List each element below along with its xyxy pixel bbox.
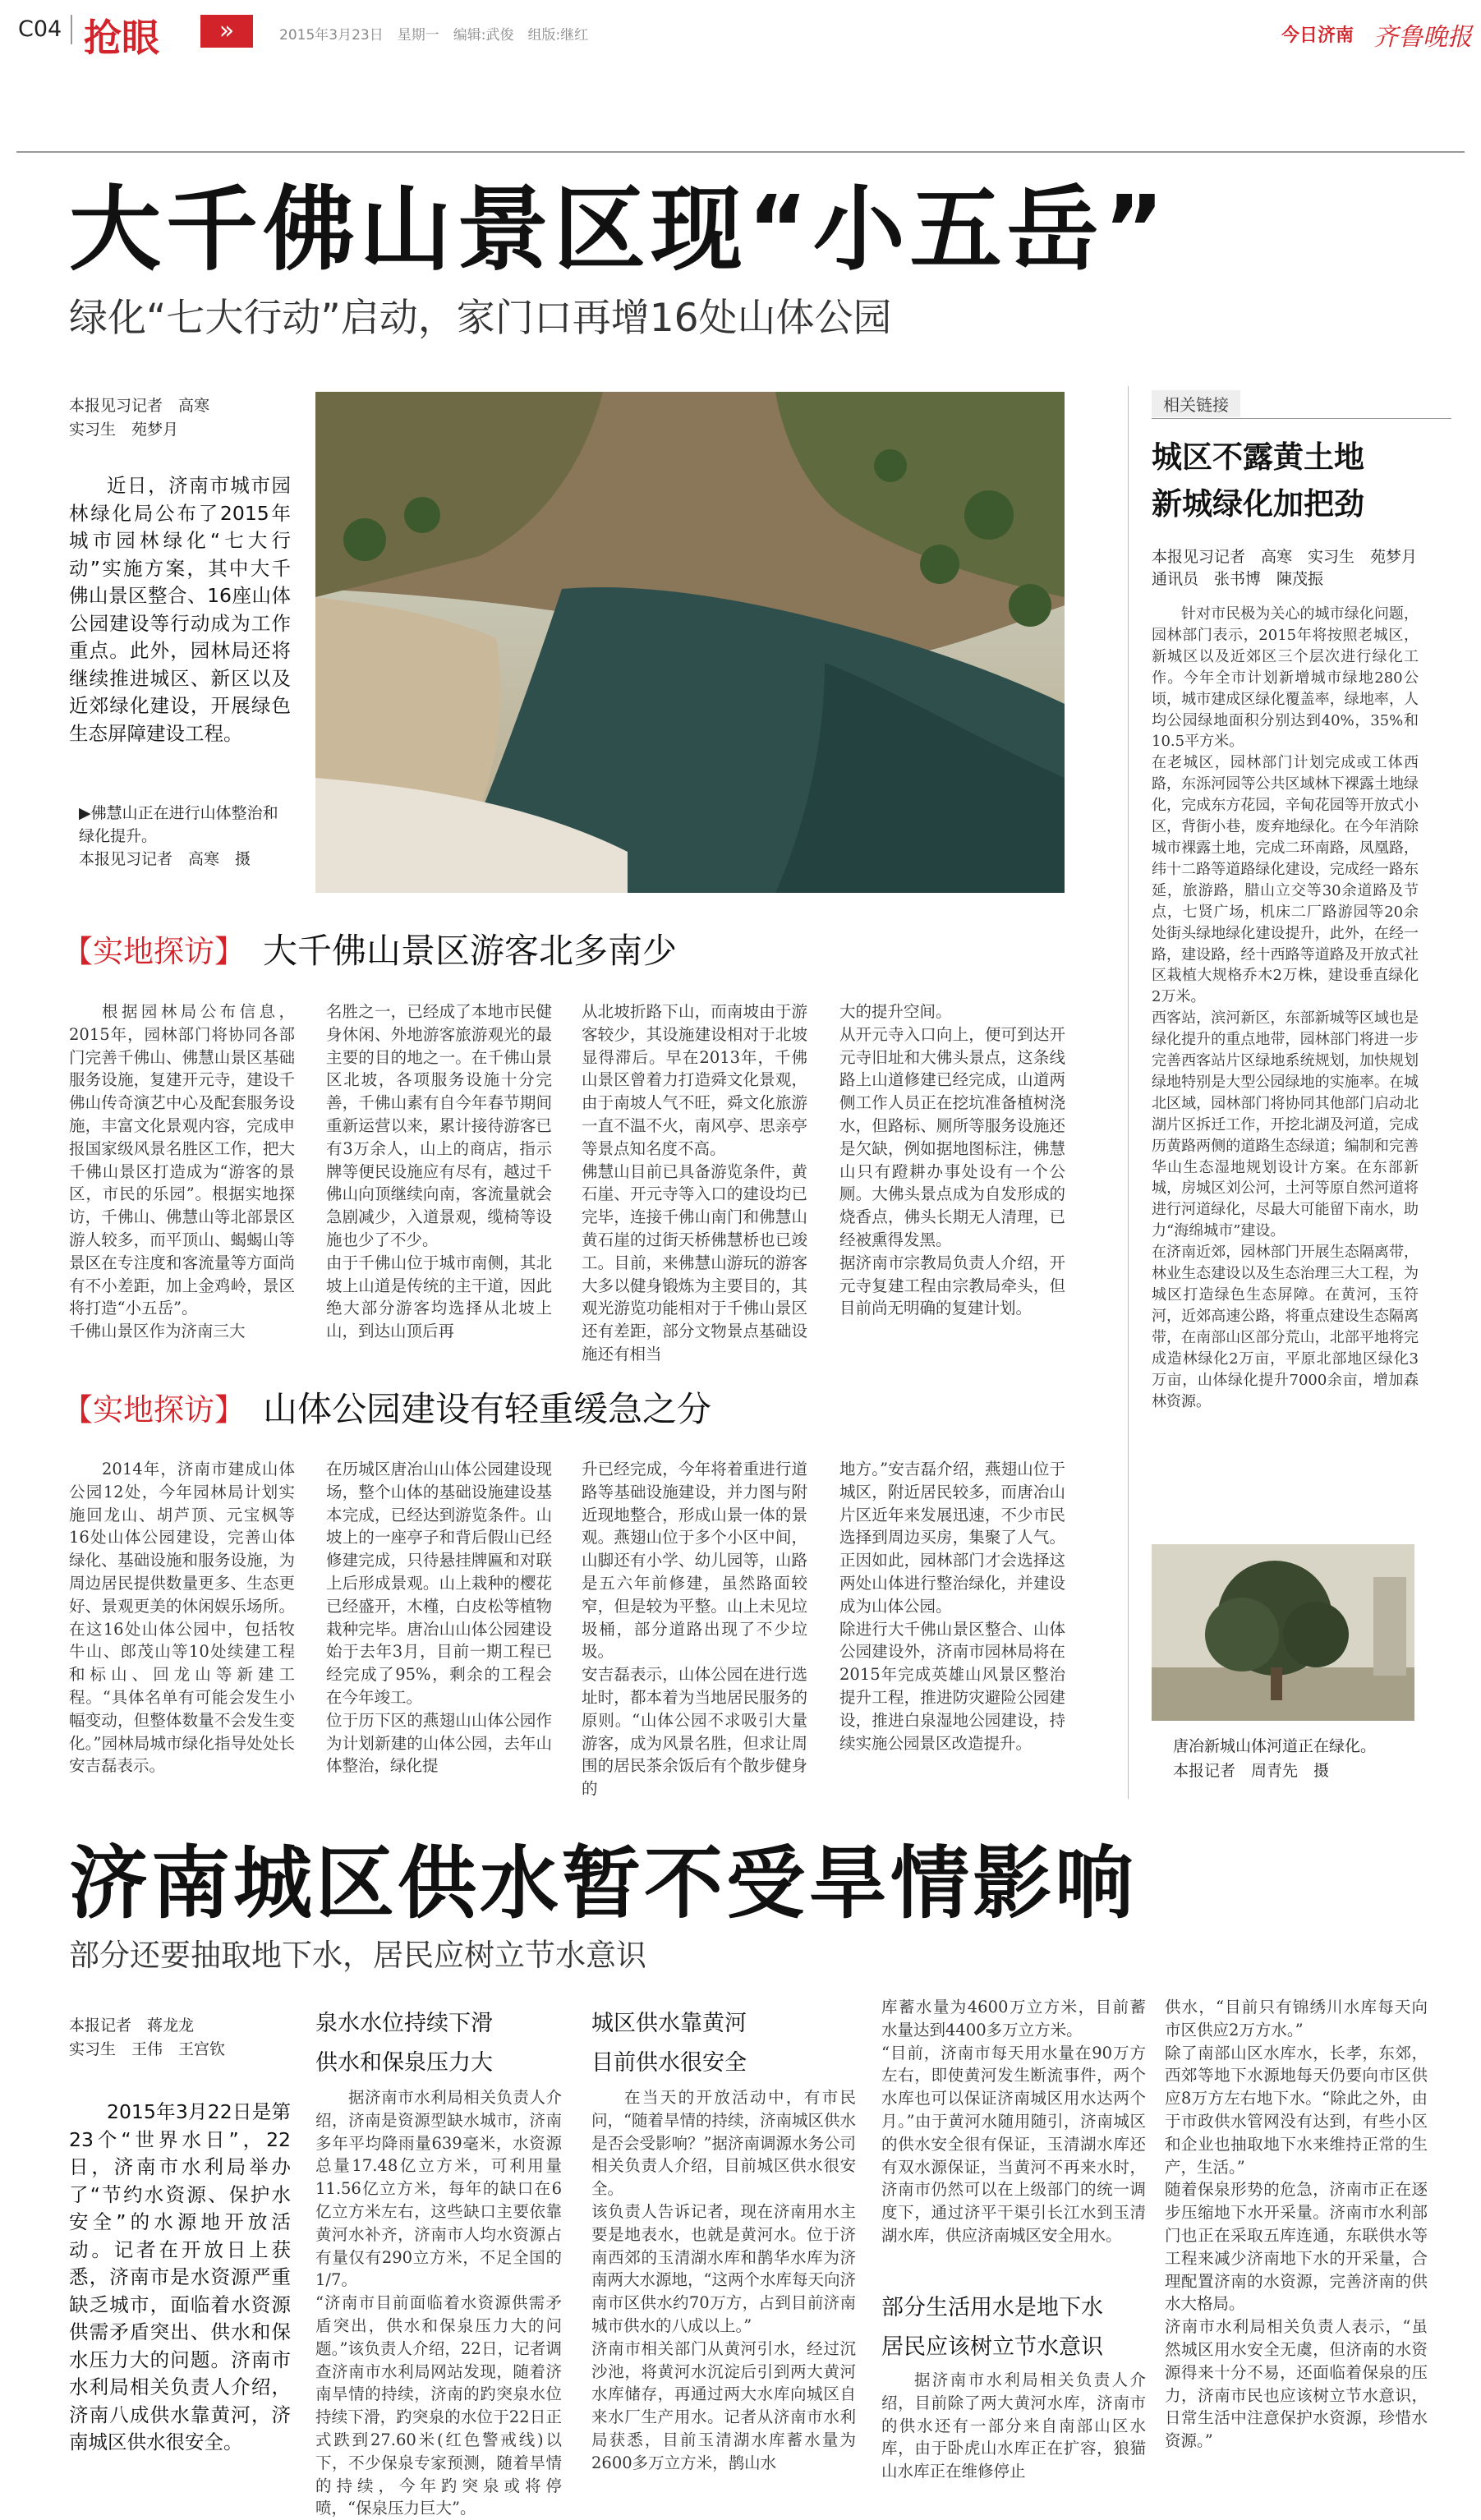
- sidebar-byline: 本报见习记者 高寒 实习生 苑梦月 通讯员 张书博 陳茂振: [1152, 548, 1433, 588]
- article2-title: 济南城区供水暂不受旱情影响: [69, 1837, 1137, 1929]
- section1-col-3: 从北坡折路下山，而南坡由于游客较少，其设施建设相对于北坡显得滞后。早在2013年，千佛山景区曾着力打造舜文化景观，由于南坡人气不旺，舜文化旅游一直不温不火，南风亭、思亲亭等景点知名度不高。 佛慧山目前已具备游览条件，黄石崖、开元寺等入口的建设均已完毕，连接千佛山南门和佛慧山黄石崖的过街天桥佛慧桥也已竣工。目前，来佛慧山游玩的游客大多以健身锻炼为主要目的，其观光游览功能相对于千佛山景区还有差距，部分文物景点基础设施还有相当: [582, 1002, 807, 1363]
- section1-col-1: 根据园林局公布信息，2015年，园林部门将协同各部门完善千佛山、佛慧山景区基础服务设施，复建开元寺，建设千佛山传奇演艺中心及配套服务设施，丰富文化景观内容，完成申报国家级风景名胜区工作，把大千佛山景区打造成为“游客的景区，市民的乐园”。根据实地探访，千佛山、佛慧山等北部景区游人较多，而平顶山、蝎蝎山等景区在专注度和客流量等方面尚有不小差距，加上金鸡岭，景区将打造“小五岳”。 千佛山景区作为济南三大: [69, 1002, 295, 1341]
- page-header: [0, 0, 1481, 60]
- sidebar-label: [1152, 390, 1451, 419]
- sidebar-title: 城区不露黄土地 新城绿化加把劲: [1152, 439, 1364, 522]
- sidebar-photo: [1152, 1544, 1414, 1721]
- article2-subtitle: 部分还要抽取地下水，居民应树立节水意识: [69, 1938, 646, 1973]
- article1-title: 大千佛山景区现“小五岳”: [69, 177, 1170, 283]
- section2-tag: 【实地探访】: [62, 1392, 245, 1428]
- section2-col-4: 地方。”安吉磊介绍，燕翅山位于城区，附近居民较多，而唐冶山片区近年来发展迅速，不少市民选择到周边买房，集聚了人气。正因如此，园林部门才会选择这两处山体进行整治绿化，并建设成为山体公园。 除进行大千佛山景区整合、山体公园建设外，济南市园林局将在2015年完成英雄山风景区整治提升工程，推进防灾避险公园建设，推进白泉湿地公园建设，持续实施公园景区改造提升。: [839, 1460, 1065, 1753]
- mountain-photo-illustration: [315, 392, 1065, 893]
- header-rule: [16, 151, 1465, 153]
- article2-col-a: 据济南市水利局相关负责人介绍，济南是资源型缺水城市，济南多年平均降雨量639毫米，水资源总量17.48亿立方米，可利用量11.56亿立方米，每年的缺口在6亿立方米左右，这些缺口主要依靠黄河水补齐，济南市人均水资源占有量仅有290立方米，不足全国的1/7。 “济南市目前面临着水资源供需矛盾突出，供水和保泉压力大的问题。”该负责人介绍，22日，记者调查济南市水利局网站发现，随着济南旱情的持续，济南的趵突泉水位持续下滑，趵突泉的水位于22日正式跌到27.60米(红色警戒线)以下，不少保泉专家预测，随着旱情的持续，今年趵突泉或将停喷，“保泉压力巨大”。: [315, 2088, 562, 2518]
- article1-photo-caption: ▶佛慧山正在进行山体整治和绿化提升。 本报见习记者 高寒 摄: [79, 804, 278, 868]
- article2-col-d: 供水，“目前只有锦绣川水库每天向市区供应2万方水。” 除了南部山区水库水，长孝，东郊，西郊等地下水源地每天仍要向市区供应8万方左右地下水。“除此之外，由于市政供水管网没有达到，有些小区和企业也抽取地下水来维持正常的生产，生活。” 随着保泉形势的危急，济南市正在逐步压缩地下水开采量。济南市水利部门也正在采取五库连通，东联供水等工程来减少济南地下水的开采量，合理配置济南的水资源，完善济南的供水大格局。 济南市水利局相关负责人表示，“虽然城区用水安全无虞，但济南的水资源得来十分不易，还面临着保泉的压力，济南市民也应该树立节水意识，日常生活中注意保护水资源，珍惜水资源。”: [1165, 1998, 1428, 2451]
- article1-byline: 本报见习记者 高寒 实习生 苑梦月: [69, 397, 210, 439]
- section-label: 抢眼: [84, 16, 159, 60]
- section2-col-2: 在历城区唐冶山山体公园建设现场，整个山体的基础设施建设基本完成，已经达到游览条件。山坡上的一座亭子和背后假山已经修建完成，只待悬挂牌匾和对联上后形成景观。山上栽种的樱花已经盛开，木槿，白皮松等植物栽种完毕。唐冶山山体公园建设始于去年3月，目前一期工程已经完成了95%，剩余的工程会在今年竣工。 位于历下区的燕翅山山体公园作为计划新建的山体公园，去年山体整治，绿化提: [326, 1460, 552, 1776]
- article2-byline: 本报记者 蒋龙龙 实习生 王伟 王宫钦: [69, 2016, 226, 2058]
- article2-col-c: 库蓄水量为4600万立方米，目前蓄水量达到4400多万立方米。 “目前，济南市每天用水量在90万方左右，即使黄河发生断流事件，两个水库也可以保证济南城区用水达两个月。”由于黄河水随用随引，济南城区的供水安全很有保证，玉清湖水库还有双水源保证，当黄河不再来水时，济南市仍然可以在上级部门的统一调度下，通过济平干渠引长江水到玉清湖水库，供应济南城区安全用水。: [881, 1998, 1146, 2245]
- column-name: 今日济南: [1281, 25, 1355, 46]
- article2-col-b: 在当天的开放活动中，有市民问，“随着旱情的持续，济南城区供水是否会受影响？”据济南调源水务公司相关负责人介绍，目前城区供水很安全。 该负责人告诉记者，现在济南用水主要是地表水，也就是黄河水。位于济南西郊的玉清湖水库和鹊华水库为济南两大水源地，“这两个水库每天向济南市区供水约70万方，占到目前济南城市供水的八成以上。” 济南市相关部门从黄河引水，经过沉沙池，将黄河水沉淀后引到两大黄河水库储存，再通过两大水库向城区自来水厂生产用水。记者从济南市水利局获悉，目前玉清湖水库蓄水量为2600多万立方米，鹊山水: [591, 2088, 856, 2472]
- sidebar-label-text: 相关链接: [1152, 390, 1240, 417]
- section1-col-2: 名胜之一，已经成了本地市民健身休闲、外地游客旅游观光的最主要的目的地之一。在千佛山景区北坡，各项服务设施十分完善，千佛山素有自今年春节期间重新运营以来，累计接待游客已有3万余人，山上的商店，指示牌等便民设施应有尽有，越过千佛山向顶继续向南，客流量就会急剧减少，入道景观，缆椅等设施也少了不少。 由于千佛山位于城市南侧，其北坡上山道是传统的主干道，因此绝大部分游客均选择从北坡上山，到达山顶后再: [326, 1002, 552, 1341]
- section1-heading: [62, 924, 677, 973]
- paper-logo: 齐鲁晚报: [1373, 23, 1472, 52]
- article1-subtitle: 绿化“七大行动”启动，家门口再增16处山体公园: [69, 296, 892, 341]
- section1-tag: 【实地探访】: [62, 934, 245, 969]
- section1-title: 大千佛山景区游客北多南少: [263, 931, 678, 971]
- sidebar-body: 针对市民极为关心的城市绿化问题，园林部门表示，2015年将按照老城区，新城区以及近郊区三个层次进行绿化工作。今年全市计划新增城市绿地280公顷，城市建成区绿化覆盖率，绿地率，人均公园绿地面积分别达到40%，35%和10.5平方米。 在老城区，园林部门计划完成或工体西路，东泺河园等公共区域林下裸露土地绿化，完成东方花园，辛甸花园等开放式小区，背街小巷，废弃地绿化。在今年消除城市裸露土地，完成二环南路，凤凰路，纬十二路等道路绿化建设，完成经一路东延，旅游路，腊山立交等30余道路及节点，七贤广场，机床二厂路游园等20余处街头绿地绿化建设提升，此外，在经一路，建设路，经十西路等道路及开放式社区栽植大规格乔木2万株，建设垂直绿化2万米。 西客站，滨河新区，东部新城等区域也是绿化提升的重点地带，园林部门将进一步完善西客站片区绿地系统规划，加快规划绿地特别是大型公园绿地的实施率。在城北区域，园林部门将协同其他部门启动北湖片区拆迁工作，开挖北湖及河道，完成历黄路两侧的道路生态绿道；编制和完善华山生态湿地规划设计方案。在东部新城，房城区刘公河，土河等原自然河道将进行河道绿化，尽最大可能留下南水，助力“海绵城市”建设。 在济南近郊，园林部门开展生态隔离带，林业生态建设以及生态治理三大工程，为城区打造绿色生态屏障。在黄河，玉符河，近郊高速公路，将重点建设生态隔离带，在南部山区部分荒山，北部平地将完成造林绿化2万亩，平原北部地区绿化3万亩，山体绿化提升7000余亩，增加森林资源。: [1152, 605, 1419, 1410]
- article2-col-c2: 据济南市水利局相关负责人介绍，目前除了两大黄河水库，济南市的供水还有一部分来自南部山区水库，由于卧虎山水库正在扩容，狼猫山水库正在维修停止: [881, 2371, 1146, 2481]
- header-meta: 2015年3月23日 星期一 编辑:武俊 组版:继红: [279, 27, 589, 44]
- article1-lead: 近日，济南市城市园林绿化局公布了2015年城市园林绿化“七大行动”实施方案，其中大千佛山景区整合、16座山体公园建设等行动成为工作重点。此外，园林局还将继续推进城区、新区以及近郊绿化建设，开展绿色生态屏障建设工程。: [69, 474, 291, 745]
- sidebar-photo-caption: 唐冶新城山体河道正在绿化。 本报记者 周青先 摄: [1173, 1737, 1377, 1780]
- page-code: C04: [18, 16, 62, 42]
- article2-lead: 2015年3月22日是第23个“世界水日”，22日，济南市水利局举办了“节约水资源、保护水安全”的水源地开放活动。记者在开放日上获悉，济南市是水资源严重缺乏城市，面临着水资源供需矛盾突出、供水和保水压力大的问题。济南市水利局相关负责人介绍，济南八成供水靠黄河，济南城区供水很安全。: [69, 2100, 291, 2453]
- section2-heading: [62, 1382, 711, 1432]
- article2-subhead-b: 城区供水靠黄河 目前供水很安全: [591, 2011, 747, 2076]
- section1-col-4: 大的提升空间。 从开元寺入口向上，便可到达开元寺旧址和大佛头景点，这条线路上山道修建已经完成，山道两侧工作人员正在挖坑准备植树浇水，但路标、厕所等服务设施还是欠缺，例如据地图标注，佛慧山只有蹬耕办事处设有一个公厕。大佛头景点成为自发形成的烧香点，佛头长期无人清理，已经被熏得发黑。 据济南市宗教局负责人介绍，开元寺复建工程由宗教局牵头，但目前尚无明确的复建计划。: [839, 1002, 1065, 1318]
- article2-subhead-c: 部分生活用水是地下水 居民应该树立节水意识: [881, 2295, 1103, 2360]
- section2-title: 山体公园建设有轻重缓急之分: [263, 1389, 712, 1429]
- section2-col-1: 2014年，济南市建成山体公园12处，今年园林局计划实施回龙山、胡芦顶、元宝枫等16处山体公园建设，完善山体绿化、基础设施和服务设施，为周边居民提供数量更多、生态更好、景观更美的休闲娱乐场所。在这16处山体公园中，包括牧牛山、郎茂山等10处续建工程和标山、回龙山等新建工程。“具体名单有可能会发生小幅变动，但整体数量不会发生变化。”园林局城市绿化指导处处长安吉磊表示。: [69, 1460, 295, 1776]
- article1-photo: [315, 392, 1065, 893]
- tree-photo-illustration: [1152, 1544, 1414, 1721]
- section-arrow-icon: »: [200, 15, 253, 48]
- article2-subhead-a: 泉水水位持续下滑 供水和保泉压力大: [315, 2011, 493, 2076]
- section2-col-3: 升已经完成，今年将着重进行道路等基础设施建设，并力图与附近现地整合，形成山景一体的景观。燕翅山位于多个小区中间，山脚还有小学、幼儿园等，山路是五六年前修建，虽然路面较窄，但是较为平整。山上未见垃圾桶，部分道路出现了不少垃圾。 安吉磊表示，山体公园在进行选址时，都本着为当地居民服务的原则。“山体公园不求吸引大量游客，成为风景名胜，但求让周围的居民茶余饭后有个散步健身的: [582, 1460, 807, 1799]
- sidebar-divider: [1128, 386, 1129, 1799]
- page-code-divider: [71, 15, 72, 44]
